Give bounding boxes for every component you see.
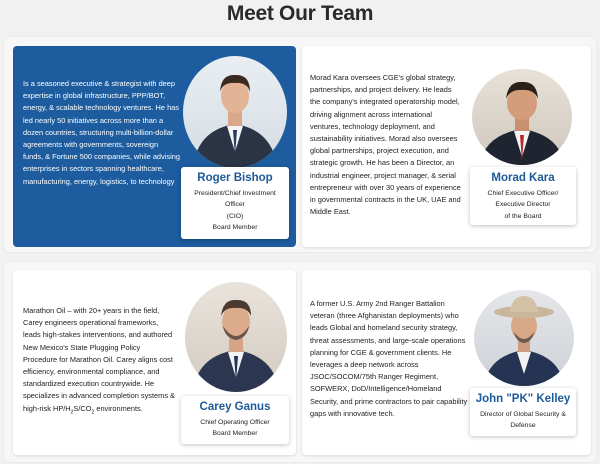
member-bio-text: Marathon Oil – with 20+ years in the field, Carey engineers operational frameworks, leads high-stakes interventions, and authored New Mexico's State Plugging Policy Procedure for Marathon Oil. Carey aligns cost efficiency, environmental compliance, and standardized execution countrywide. He specializes in advanced completion systems & high-risk HP/H	[23, 306, 175, 413]
member-photo-morad-kara	[472, 69, 572, 165]
chem-subscript: 2	[91, 409, 95, 416]
page-title: Meet Our Team	[226, 2, 374, 25]
member-name: Morad Kara	[491, 172, 555, 184]
member-bio: Morad Kara oversees CGE's global strategy, partnerships, and project delivery. He leads the company's integrated operatorship model, driving alignment across international ventures, technology deployment, and sustainability initiatives. Morad also oversees global partnerships, project execution, and strategic growth. He has been a Director, an industrial engineer, project manager, & serial entrepreneur with over 30 years of experience in governmental contracts in the UK, UAE and Middle East.	[310, 73, 461, 217]
member-card-roger-bishop	[13, 46, 296, 247]
member-role: Chief Executive Officer/ Executive Director of the Board	[487, 190, 559, 220]
member-card-john-pk-kelley	[302, 270, 591, 455]
chem-subscript: 2	[70, 409, 74, 416]
member-card-morad-kara	[302, 46, 591, 247]
member-namecard-roger-bishop	[181, 167, 289, 239]
member-role: President/Chief Investment Officer (CIO) Board Member	[194, 190, 276, 232]
member-bio-chem-tail	[70, 403, 143, 416]
member-name: John "PK" Kelley	[475, 393, 571, 405]
member-photo-carey-ganus	[185, 282, 287, 392]
member-role: Director of Global Security & Defense	[480, 411, 566, 430]
member-bio: A former U.S. Army 2nd Ranger Battalion veteran (three Afghanistan deployments) who leads Global and homeland security strategy, threat assessments, and large-scale operations planning for CGE & government clients. He leverages a deep network across JSOC/SOCOM/75th Ranger Regiment, SOFWERX, DoD/Intelligence/Homeland Security, and prime contractors to pair capability gaps with innovative tech.	[310, 299, 468, 418]
member-name: Carey Ganus	[199, 401, 271, 413]
chem-text: environments.	[94, 403, 143, 413]
member-bio: Is a seasoned executive & strategist with deep expertise in global infrastructure, PPP/BOT, energy, & scalable technology ventures. He has led nearly 50 initiatives across more than a dozen countries, structuring multi-billion-dollar agreements with governments, sovereign funds, & Fortune 500 companies, while advising enterprises in sectors spanning healthcare, manufacturing, energy, logistics, to technology	[23, 79, 180, 186]
member-namecard-morad-kara	[470, 167, 576, 225]
member-name: Roger Bishop	[197, 172, 273, 184]
member-role: Chief Operating Officer Board Member	[200, 419, 270, 438]
chem-text: S/CO	[73, 403, 92, 413]
member-photo-roger-bishop	[183, 56, 287, 168]
member-bio	[23, 305, 175, 418]
member-namecard-john-pk-kelley	[470, 388, 576, 436]
member-namecard-carey-ganus	[181, 396, 289, 444]
member-photo-john-pk-kelley	[474, 290, 574, 386]
member-card-carey-ganus	[13, 270, 296, 455]
